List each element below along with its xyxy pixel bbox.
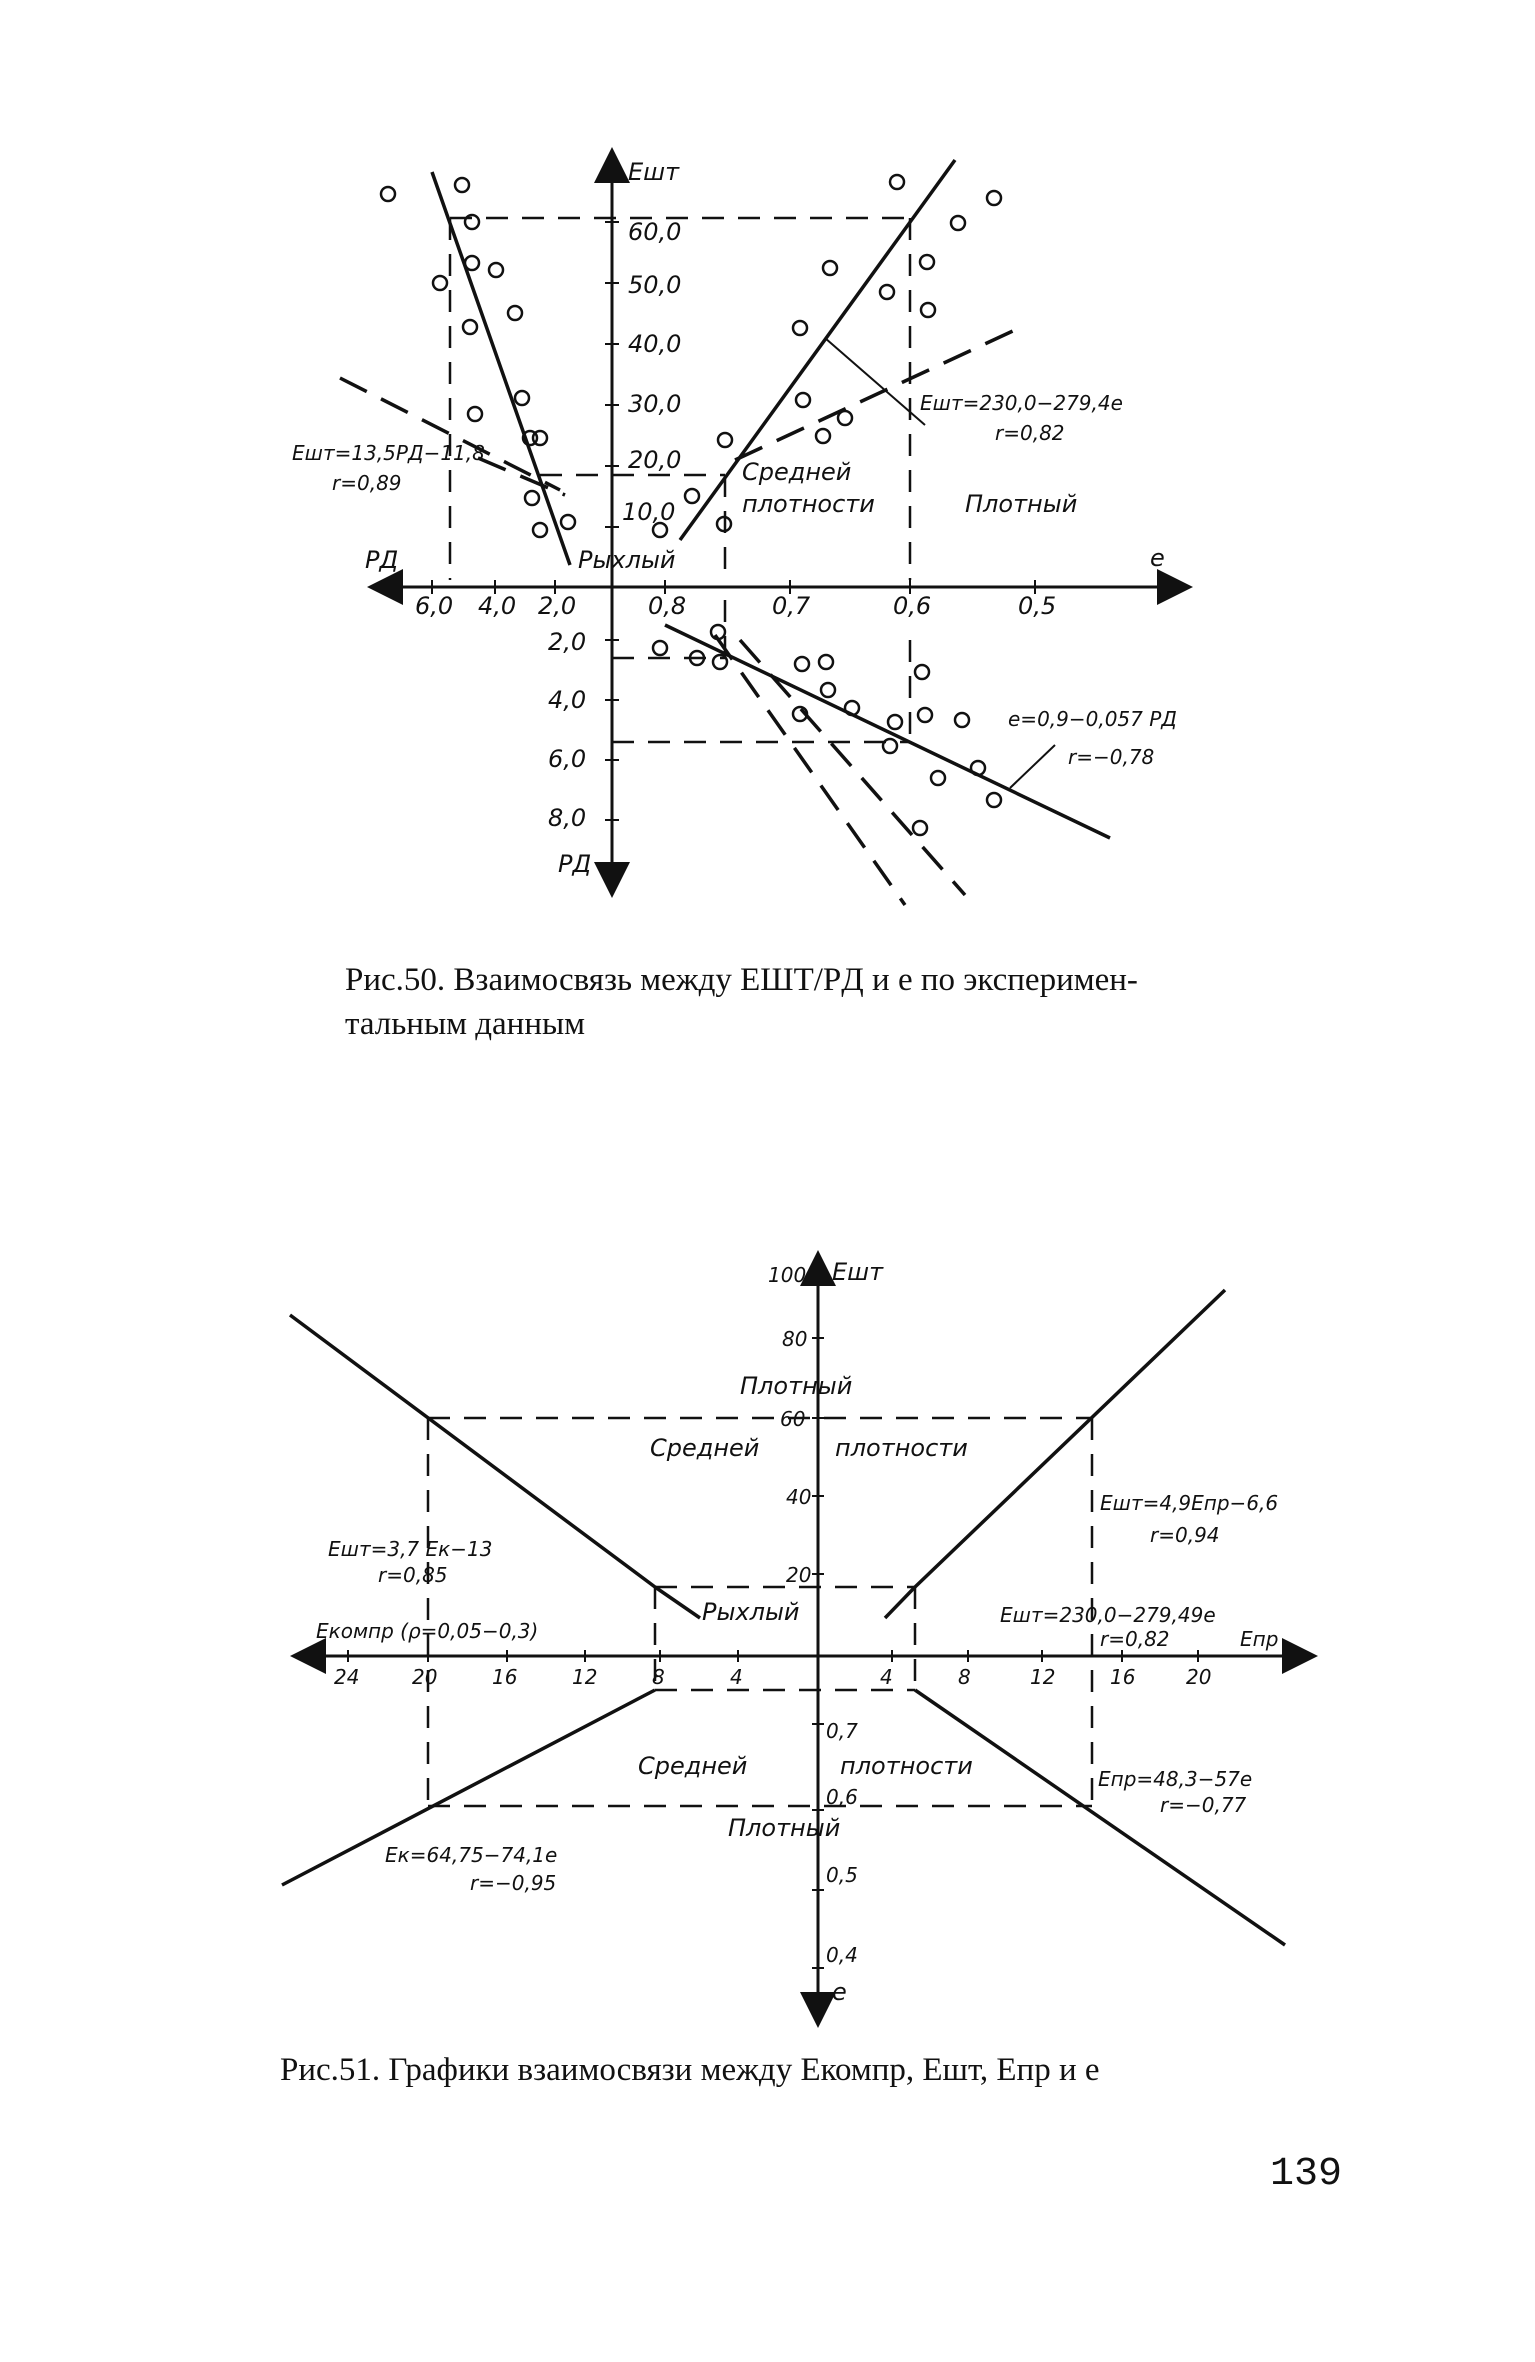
fig50-tick-y3: 40,0 <box>628 330 682 358</box>
fig51-eq-tl-2: r=0,85 <box>378 1563 448 1587</box>
fig51-tick-y40: 40 <box>786 1485 812 1509</box>
fig51-tick-xl4: 4 <box>730 1665 743 1689</box>
fig51-tick-xl24: 24 <box>334 1665 360 1689</box>
fig51-tick-yb06: 0,6 <box>826 1785 858 1809</box>
fig50-zone-medium-1: Средней <box>742 458 852 486</box>
fig50-eq-left-2: r=0,89 <box>332 471 402 495</box>
fig51-eq-bl-1: Eк=64,75−74,1e <box>385 1843 558 1867</box>
fig51-tick-y80: 80 <box>782 1327 808 1351</box>
fig51-eq-br-1: Eпр=48,3−57e <box>1098 1767 1253 1791</box>
fig50-eq-right-2: r=0,82 <box>995 421 1065 445</box>
fig51-eq-br-2: r=−0,77 <box>1160 1793 1247 1817</box>
fig50-tick-xl3: 2,0 <box>538 592 577 620</box>
fig51-tick-y100: 100 <box>768 1263 807 1287</box>
fig50-tick-y5: 20,0 <box>628 446 682 474</box>
fig50-line-left <box>432 172 570 565</box>
fig50-y-bottom-label: PД <box>558 850 592 878</box>
fig51-tick-y20: 20 <box>786 1563 812 1587</box>
fig51-zone-medium-top-1: Средней <box>650 1434 760 1462</box>
fig50-eq-left-1: Eшт=13,5PД−11,8 <box>292 441 485 465</box>
figure-50 <box>340 160 1175 905</box>
fig50-zone-loose: Рыхлый <box>578 546 676 574</box>
fig50-tick-xr3: 0,6 <box>893 592 932 620</box>
fig50-tick-xr4: 0,5 <box>1018 592 1057 620</box>
fig50-eq-bottom-1: e=0,9−0,057 PД <box>1008 707 1177 731</box>
fig50-tick-y2: 50,0 <box>628 271 682 299</box>
fig50-tick-y6: 10,0 <box>622 498 676 526</box>
fig51-eq-mr-1: Eшт=230,0−279,49e <box>1000 1603 1216 1627</box>
fig51-tick-xl8: 8 <box>652 1665 665 1689</box>
fig51-line-br <box>915 1690 1285 1945</box>
fig50-zone-dense: Плотный <box>965 490 1078 518</box>
fig50-labels <box>292 158 1177 878</box>
fig51-labels <box>316 1258 1278 2006</box>
fig51-eq-mr-2: r=0,82 <box>1100 1627 1170 1651</box>
fig51-tick-y60: 60 <box>780 1407 806 1431</box>
fig51-y-bottom-label: e <box>832 1978 847 2006</box>
fig50-tick-yb3: 6,0 <box>548 745 587 773</box>
fig50-x-right-label: e <box>1150 544 1165 572</box>
fig51-tick-yb05: 0,5 <box>826 1863 858 1887</box>
figure-51-caption: Рис.51. Графики взаимосвязи между Eкомпр, Eшт, Eпр и e <box>280 2052 1100 2088</box>
fig51-eq-tl-1: Eшт=3,7 Eк−13 <box>328 1537 493 1561</box>
fig51-tick-xr12: 12 <box>1030 1665 1056 1689</box>
fig50-tick-yb2: 4,0 <box>548 686 587 714</box>
fig51-tick-xr20: 20 <box>1186 1665 1212 1689</box>
fig50-eq-bottom-2: r=−0,78 <box>1068 745 1155 769</box>
figure-50-caption-line-1: Рис.50. Взаимосвязь между EШТ/PД и e по эксперимен- <box>345 962 1138 998</box>
fig51-tick-xl16: 16 <box>492 1665 518 1689</box>
fig51-tick-yb04: 0,4 <box>826 1943 858 1967</box>
fig51-zone-loose: Рыхлый <box>702 1598 800 1626</box>
fig50-tick-y4: 30,0 <box>628 390 682 418</box>
fig50-x-left-label: PД <box>365 546 399 574</box>
fig51-eq-tr-2: r=0,94 <box>1150 1523 1220 1547</box>
fig50-tick-xr1: 0,8 <box>648 592 687 620</box>
fig51-x-left-label: Eкомпр (ρ=0,05−0,3) <box>316 1619 539 1643</box>
fig51-zone-dense-top: Плотный <box>740 1372 853 1400</box>
fig51-tick-xr8: 8 <box>958 1665 971 1689</box>
fig50-tick-y1: 60,0 <box>628 218 682 246</box>
fig50-tick-xr2: 0,7 <box>772 592 811 620</box>
fig51-tick-xr16: 16 <box>1110 1665 1136 1689</box>
fig50-eq-right-1: Eшт=230,0−279,4e <box>920 391 1123 415</box>
fig51-zone-medium-bot-2: плотности <box>840 1752 973 1780</box>
fig50-tick-yb4: 8,0 <box>548 804 587 832</box>
fig50-tick-xl2: 4,0 <box>478 592 517 620</box>
fig51-zone-medium-top-2: плотности <box>835 1434 968 1462</box>
fig51-zone-dense-bot: Плотный <box>728 1814 841 1842</box>
fig51-eq-tr-1: Eшт=4,9Eпр−6,6 <box>1100 1491 1279 1515</box>
fig50-points <box>381 175 1001 835</box>
fig51-zone-medium-bot-1: Средней <box>638 1752 748 1780</box>
fig50-tick-yb1: 2,0 <box>548 628 587 656</box>
figure-50-caption-line-2: тальным данным <box>345 1006 586 1042</box>
fig51-tick-xl20: 20 <box>412 1665 438 1689</box>
fig50-y-top-label: Eшт <box>628 158 680 186</box>
fig51-tick-xl12: 12 <box>572 1665 598 1689</box>
fig51-y-top-label: Eшт <box>832 1258 884 1286</box>
fig51-tick-yb07: 0,7 <box>826 1719 858 1743</box>
fig50-tick-xl1: 6,0 <box>415 592 454 620</box>
fig51-tick-xr4: 4 <box>880 1665 893 1689</box>
fig50-zone-medium-2: плотности <box>742 490 875 518</box>
fig51-eq-bl-2: r=−0,95 <box>470 1871 557 1895</box>
fig51-x-right-label: Eпр <box>1240 1627 1279 1651</box>
page-number: 139 <box>1270 2152 1343 2197</box>
